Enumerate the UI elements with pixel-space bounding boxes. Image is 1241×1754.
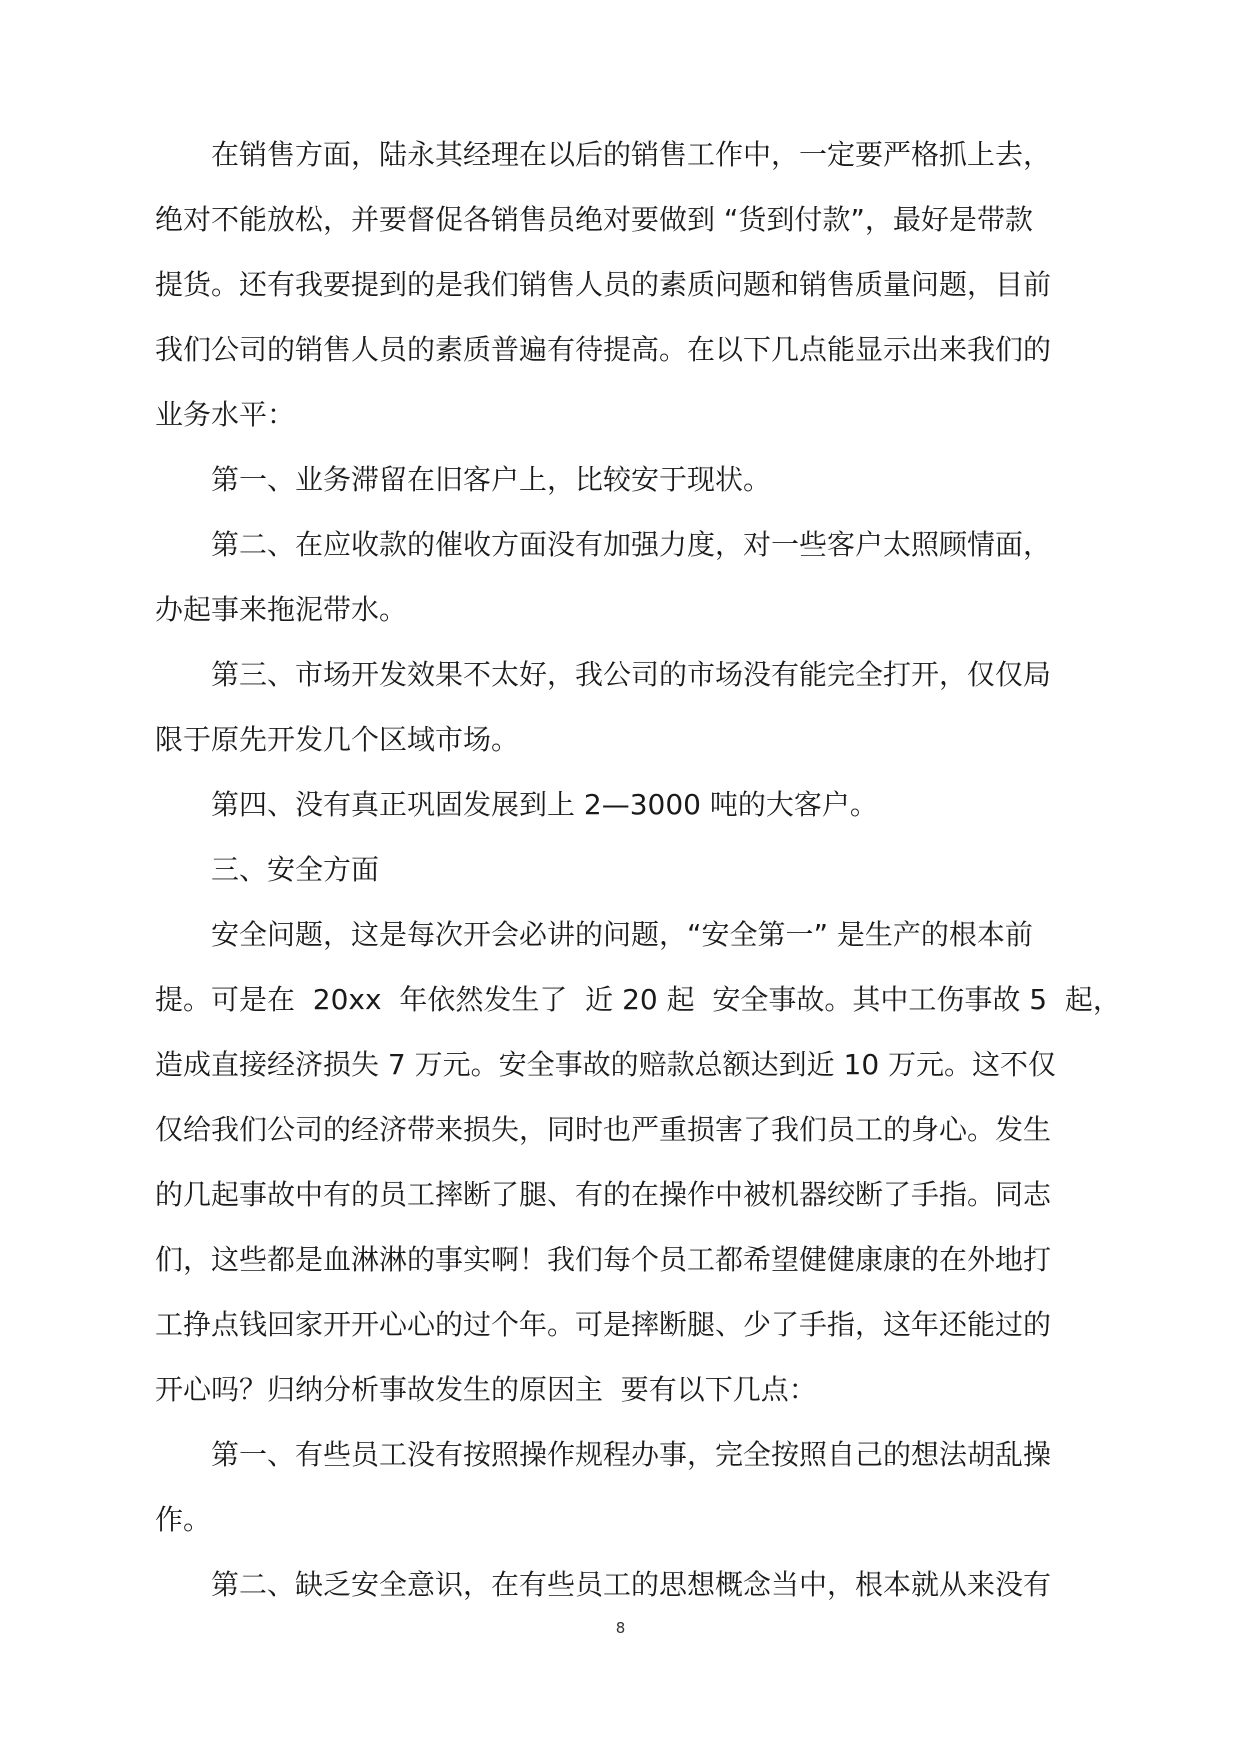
text-line: 第三、市场开发效果不太好，我公司的市场没有能完全打开，仅仅局 [211,658,1052,691]
text-line: 在销售方面，陆永其经理在以后的销售工作中，一定要严格抓上去， [211,138,1052,171]
body-text [155,122,1135,1617]
text-line: 业务水平： [155,398,296,431]
text-line: 开心吗？归纳分析事故发生的原因主 要有以下几点： [155,1373,817,1406]
text-line: 的几起事故中有的员工摔断了腿、有的在操作中被机器绞断了手指。同志 [155,1178,1052,1211]
text-line: 第四、没有真正巩固发展到上 2—3000 吨的大客户。 [211,788,878,821]
section-heading: 三、安全方面 [211,853,380,886]
text-line: 作。 [155,1503,212,1536]
text-line: 工挣点钱回家开开心心的过个年。可是摔断腿、少了手指，这年还能过的 [155,1308,1052,1341]
text-line: 提货。还有我要提到的是我们销售人员的素质问题和销售质量问题，目前 [155,268,1052,301]
text-line: 第一、有些员工没有按照操作规程办事，完全按照自己的想法胡乱操 [211,1438,1052,1471]
text-line: 第一、业务滞留在旧客户上，比较安于现状。 [211,463,772,496]
text-line: 提。可是在 20xx 年依然发生了 近 20 起 安全事故。其中工伤事故 5 起， [155,983,1121,1016]
text-line: 们，这些都是血淋淋的事实啊！我们每个员工都希望健健康康的在外地打 [155,1243,1052,1276]
page-number: 8 [615,1619,626,1637]
text-line: 仅给我们公司的经济带来损失，同时也严重损害了我们员工的身心。发生 [155,1113,1052,1146]
text-line: 绝对不能放松，并要督促各销售员绝对要做到 “货到付款”，最好是带款 [155,203,1033,236]
text-line: 安全问题，这是每次开会必讲的问题，“安全第一” 是生产的根本前 [211,918,1033,951]
text-line: 第二、缺乏安全意识，在有些员工的思想概念当中，根本就从来没有 [211,1568,1052,1601]
text-line: 我们公司的销售人员的素质普遍有待提高。在以下几点能显示出来我们的 [155,333,1052,366]
text-line: 造成直接经济损失 7 万元。安全事故的赔款总额达到近 10 万元。这不仅 [155,1048,1057,1081]
text-line: 限于原先开发几个区域市场。 [155,723,520,756]
text-line: 第二、在应收款的催收方面没有加强力度，对一些客户太照顾情面， [211,528,1052,561]
text-line: 办起事来拖泥带水。 [155,593,408,626]
